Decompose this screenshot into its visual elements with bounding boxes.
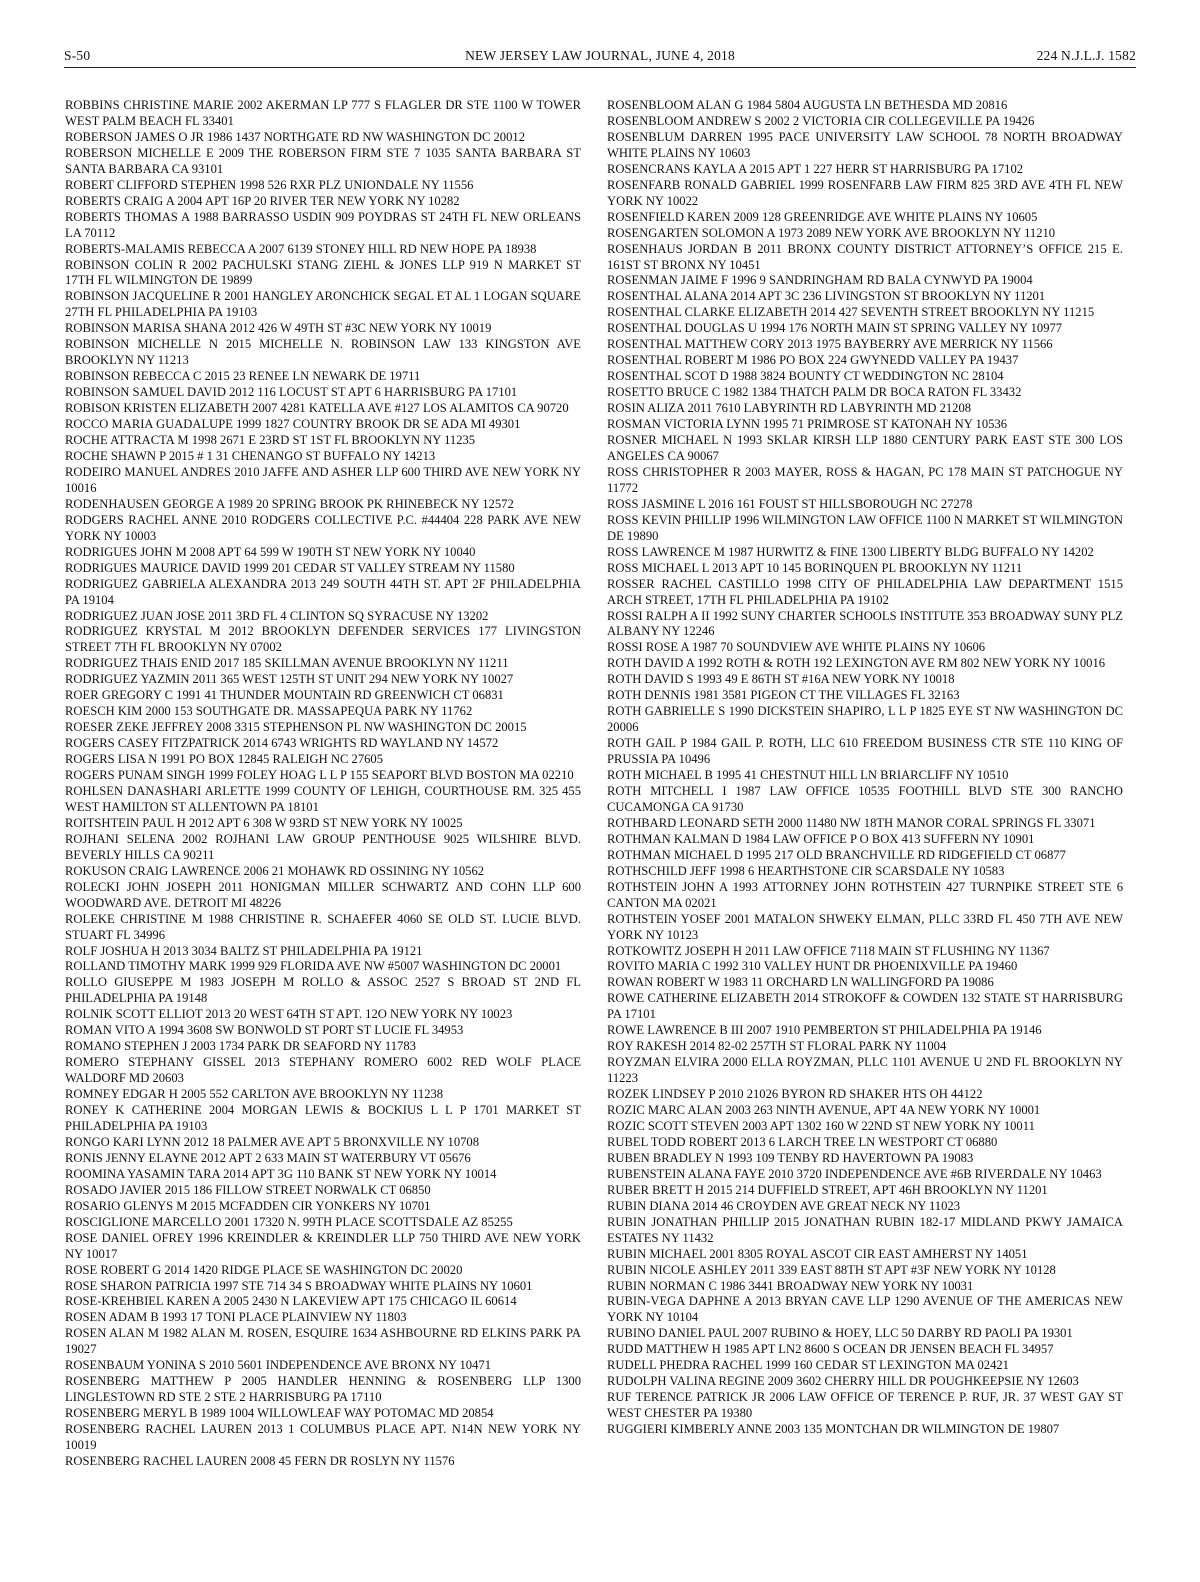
left-column (65, 98, 581, 1470)
attorney-entry: RODRIGUEZ YAZMIN 2011 365 WEST 125TH ST UNIT 294 NEW YORK NY 10027 (65, 672, 514, 687)
attorney-entry: ROSENBERG MERYL B 1989 1004 WILLOWLEAF WAY POTOMAC MD 20854 (65, 1406, 494, 1421)
attorney-entry: RONEY K CATHERINE 2004 MORGAN LEWIS & BOCKIUS L L P 1701 MARKET ST PHILADELPHIA PA 19103 (65, 1103, 581, 1133)
attorney-entry: ROTH DAVID A 1992 ROTH & ROTH 192 LEXINGTON AVE RM 802 NEW YORK NY 10016 (607, 656, 1106, 671)
attorney-entry: ROBINSON JACQUELINE R 2001 HANGLEY ARONCHICK SEGAL ET AL 1 LOGAN SQUARE 27TH FL PHILADELPHIA PA 19103 (65, 289, 581, 320)
attorney-entry: RUBIN-VEGA DAPHNE A 2013 BRYAN CAVE LLP 1290 AVENUE OF THE AMERICAS NEW YORK NY 10104 (607, 1294, 1123, 1325)
attorney-entry: ROSENTHAL ROBERT M 1986 PO BOX 224 GWYNEDD VALLEY PA 19437 (607, 353, 1019, 368)
attorney-entry: ROSMAN VICTORIA LYNN 1995 71 PRIMROSE ST KATONAH NY 10536 (607, 417, 1008, 432)
attorney-entry: ROTHSTEIN JOHN A 1993 ATTORNEY JOHN ROTHSTEIN 427 TURNPIKE STREET STE 6 CANTON MA 02021 (607, 879, 1123, 910)
attorney-entry: ROMNEY EDGAR H 2005 552 CARLTON AVE BROOKLYN NY 11238 (65, 1087, 444, 1102)
attorney-entry: ROSE ROBERT G 2014 1420 RIDGE PLACE SE WASHINGTON DC 20020 (65, 1262, 463, 1277)
attorney-entry: RUBIN NORMAN C 1986 3441 BROADWAY NEW YORK NY 10031 (607, 1278, 974, 1293)
attorney-entry: RUBINO DANIEL PAUL 2007 RUBINO & HOEY, LLC 50 DARBY RD PAOLI PA 19301 (607, 1326, 1073, 1341)
attorney-entry: RODRIGUES JOHN M 2008 APT 64 599 W 190TH ST NEW YORK NY 10040 (65, 544, 476, 559)
attorney-entry: ROER GREGORY C 1991 41 THUNDER MOUNTAIN RD GREENWICH CT 06831 (65, 688, 504, 703)
attorney-entry: ROKUSON CRAIG LAWRENCE 2006 21 MOHAWK RD OSSINING NY 10562 (65, 863, 485, 878)
attorney-entry: ROTHBARD LEONARD SETH 2000 11480 NW 18TH MANOR CORAL SPRINGS FL 33071 (607, 815, 1096, 830)
citation: 224 N.J.L.J. 1582 (1036, 48, 1136, 63)
attorney-entry: ROMERO STEPHANY GISSEL 2013 STEPHANY ROMERO 6002 RED WOLF PLACE WALDORF MD 20603 (65, 1055, 581, 1086)
attorney-entry: ROYZMAN ELVIRA 2000 ELLA ROYZMAN, PLLC 1101 AVENUE U 2ND FL BROOKLYN NY 11223 (607, 1055, 1123, 1086)
attorney-entry: ROZIC SCOTT STEVEN 2003 APT 1302 160 W 22ND ST NEW YORK NY 10011 (607, 1119, 1035, 1133)
attorney-entry: ROSADO JAVIER 2015 186 FILLOW STREET NORWALK CT 06850 (65, 1182, 431, 1197)
attorney-entry: ROBBINS CHRISTINE MARIE 2002 AKERMAN LP 777 S FLAGLER DR STE 1100 W TOWER WEST PALM BEACH FL 33401 (65, 98, 581, 128)
attorney-entry: RUBENSTEIN ALANA FAYE 2010 3720 INDEPENDENCE AVE #6B RIVERDALE NY 10463 (607, 1166, 1102, 1181)
attorney-entry: ROTH MICHAEL B 1995 41 CHESTNUT HILL LN BRIARCLIFF NY 10510 (607, 768, 1009, 783)
attorney-entry: ROSENBLOOM ANDREW S 2002 2 VICTORIA CIR COLLEGEVILLE PA 19426 (607, 113, 1035, 128)
attorney-entry: ROESCH KIM 2000 153 SOUTHGATE DR. MASSAPEQUA PARK NY 11762 (65, 704, 473, 719)
attorney-entry: ROTH GABRIELLE S 1990 DICKSTEIN SHAPIRO, L L P 1825 EYE ST NW WASHINGTON DC 20006 (607, 704, 1123, 735)
attorney-entry: ROSENBAUM YONINA S 2010 5601 INDEPENDENCE AVE BRONX NY 10471 (65, 1358, 491, 1373)
attorney-entry: ROBINSON MARISA SHANA 2012 426 W 49TH ST #3C NEW YORK NY 10019 (65, 321, 492, 336)
attorney-entry: ROCCO MARIA GUADALUPE 1999 1827 COUNTRY BROOK DR SE ADA MI 49301 (65, 417, 521, 432)
attorney-entry: ROSS JASMINE L 2016 161 FOUST ST HILLSBOROUGH NC 27278 (607, 496, 973, 511)
attorney-entry: ROSENBERG RACHEL LAUREN 2008 45 FERN DR ROSLYN NY 11576 (65, 1454, 455, 1469)
attorney-entry: ROSSI RALPH A II 1992 SUNY CHARTER SCHOOLS INSTITUTE 353 BROADWAY SUNY PLZ ALBANY NY 12246 (607, 608, 1123, 639)
attorney-entry: RUBIN JONATHAN PHILLIP 2015 JONATHAN RUBIN 182-17 MIDLAND PKWY JAMAICA ESTATES NY 11432 (607, 1214, 1123, 1245)
attorney-entry: ROSENTHAL DOUGLAS U 1994 176 NORTH MAIN ST SPRING VALLEY NY 10977 (607, 321, 1063, 336)
attorney-entry: RUBEL TODD ROBERT 2013 6 LARCH TREE LN WESTPORT CT 06880 (607, 1134, 998, 1149)
attorney-entry: ROBINSON COLIN R 2002 PACHULSKI STANG ZIEHL & JONES LLP 919 N MARKET ST 17TH FL WILMINGTON DE 19899 (65, 257, 581, 288)
attorney-entry: RODRIGUEZ JUAN JOSE 2011 3RD FL 4 CLINTON SQ SYRACUSE NY 13202 (65, 608, 489, 623)
attorney-entry: RODRIGUEZ GABRIELA ALEXANDRA 2013 249 SOUTH 44TH ST. APT 2F PHILADELPHIA PA 19104 (65, 576, 581, 607)
attorney-entry: ROSENTHAL CLARKE ELIZABETH 2014 427 SEVENTH STREET BROOKLYN NY 11215 (607, 305, 1095, 320)
attorney-entry: ROSS LAWRENCE M 1987 HURWITZ & FINE 1300 LIBERTY BLDG BUFFALO NY 14202 (607, 544, 1094, 559)
attorney-entry: ROSARIO GLENYS M 2015 MCFADDEN CIR YONKERS NY 10701 (65, 1198, 431, 1213)
attorney-entry: ROSETTO BRUCE C 1982 1384 THATCH PALM DR BOCA RATON FL 33432 (607, 385, 1022, 400)
attorney-entry: ROTKOWITZ JOSEPH H 2011 LAW OFFICE 7118 MAIN ST FLUSHING NY 11367 (607, 943, 1050, 958)
attorney-entry: ROBERSON JAMES O JR 1986 1437 NORTHGATE RD NW WASHINGTON DC 20012 (65, 129, 525, 144)
attorney-entry: ROSE SHARON PATRICIA 1997 STE 714 34 S BROADWAY WHITE PLAINS NY 10601 (65, 1278, 533, 1293)
attorney-entry: ROSSI ROSE A 1987 70 SOUNDVIEW AVE WHITE PLAINS NY 10606 (607, 640, 986, 655)
attorney-entry: RUGGIERI KIMBERLY ANNE 2003 135 MONTCHAN DR WILMINGTON DE 19807 (607, 1422, 1060, 1437)
attorney-entry: ROCHE SHAWN P 2015 # 1 31 CHENANGO ST BUFFALO NY 14213 (65, 448, 436, 463)
attorney-entry: ROBINSON REBECCA C 2015 23 RENEE LN NEWARK DE 19711 (65, 369, 421, 384)
attorney-entry: ROBISON KRISTEN ELIZABETH 2007 4281 KATELLA AVE #127 LOS ALAMITOS CA 90720 (65, 401, 569, 416)
attorney-entry: ROTH GAIL P 1984 GAIL P. ROTH, LLC 610 FREEDOM BUSINESS CTR STE 110 KING OF PRUSSIA PA 10496 (607, 736, 1123, 767)
attorney-entry: ROSENMAN JAIME F 1996 9 SANDRINGHAM RD BALA CYNWYD PA 19004 (607, 273, 1033, 288)
attorney-entry: ROBINSON MICHELLE N 2015 MICHELLE N. ROBINSON LAW 133 KINGSTON AVE BROOKLYN NY 11213 (65, 337, 581, 368)
attorney-entry: ROGERS LISA N 1991 PO BOX 12845 RALEIGH NC 27605 (65, 752, 384, 767)
attorney-entry: ROTHMAN MICHAEL D 1995 217 OLD BRANCHVILLE RD RIDGEFIELD CT 06877 (607, 847, 1066, 862)
attorney-entry: ROSENFARB RONALD GABRIEL 1999 ROSENFARB LAW FIRM 825 3RD AVE 4TH FL NEW YORK NY 10022 (607, 177, 1123, 208)
attorney-entry: RUDD MATTHEW H 1985 APT LN2 8600 S OCEAN DR JENSEN BEACH FL 34957 (607, 1342, 1054, 1357)
attorney-entry: ROTH DENNIS 1981 3581 PIGEON CT THE VILLAGES FL 32163 (607, 688, 960, 703)
attorney-entry: ROHLSEN DANASHARI ARLETTE 1999 COUNTY OF LEHIGH, COURTHOUSE RM. 325 455 WEST HAMILTON ST ALLENTOWN PA 18101 (65, 783, 581, 814)
attorney-entry: ROMAN VITO A 1994 3608 SW BONWOLD ST PORT ST LUCIE FL 34953 (65, 1023, 464, 1038)
attorney-entry: ROWE CATHERINE ELIZABETH 2014 STROKOFF & COWDEN 132 STATE ST HARRISBURG PA 17101 (607, 991, 1123, 1022)
attorney-entry: ROGERS CASEY FITZPATRICK 2014 6743 WRIGHTS RD WAYLAND NY 14572 (65, 736, 499, 751)
attorney-entry: ROZEK LINDSEY P 2010 21026 BYRON RD SHAKER HTS OH 44122 (607, 1087, 983, 1102)
attorney-entry: ROSENFIELD KAREN 2009 128 GREENRIDGE AVE WHITE PLAINS NY 10605 (607, 209, 1038, 224)
attorney-entry: RUBIN DIANA 2014 46 CROYDEN AVE GREAT NECK NY 11023 (607, 1198, 960, 1213)
attorney-entry: ROSCIGLIONE MARCELLO 2001 17320 N. 99TH PLACE SCOTTSDALE AZ 85255 (65, 1214, 513, 1229)
attorney-entry: ROLEKE CHRISTINE M 1988 CHRISTINE R. SCHAEFER 4060 SE OLD ST. LUCIE BLVD. STUART FL 34996 (65, 911, 581, 942)
attorney-entry: ROSNER MICHAEL N 1993 SKLAR KIRSH LLP 1880 CENTURY PARK EAST STE 300 LOS ANGELES CA 90067 (607, 433, 1123, 463)
attorney-entry: RUBER BRETT H 2015 214 DUFFIELD STREET, APT 46H BROOKLYN NY 11201 (607, 1182, 1048, 1197)
attorney-entry: RONGO KARI LYNN 2012 18 PALMER AVE APT 5 BRONXVILLE NY 10708 (65, 1134, 480, 1149)
attorney-entry: ROSS CHRISTOPHER R 2003 MAYER, ROSS & HAGAN, PC 178 MAIN ST PATCHOGUE NY 11772 (607, 464, 1123, 495)
attorney-entry: ROSENGARTEN SOLOMON A 1973 2089 NEW YORK AVE BROOKLYN NY 11210 (607, 225, 1056, 240)
attorney-entry: RUF TERENCE PATRICK JR 2006 LAW OFFICE OF TERENCE P. RUF, JR. 37 WEST GAY ST WEST CHESTER PA 19380 (607, 1390, 1123, 1421)
attorney-entry: ROLECKI JOHN JOSEPH 2011 HONIGMAN MILLER SCHWARTZ AND COHN LLP 600 WOODWARD AVE. DETROIT MI 48226 (65, 879, 581, 910)
attorney-entry: ROSENCRANS KAYLA A 2015 APT 1 227 HERR ST HARRISBURG PA 17102 (607, 161, 1024, 176)
attorney-entry: ROWAN ROBERT W 1983 11 ORCHARD LN WALLINGFORD PA 19086 (607, 975, 994, 990)
attorney-entry: ROSENHAUS JORDAN B 2011 BRONX COUNTY DISTRICT ATTORNEY’S OFFICE 215 E. 161ST ST BRONX NY 10451 (607, 241, 1123, 272)
attorney-entry: RONIS JENNY ELAYNE 2012 APT 2 633 MAIN ST WATERBURY VT 05676 (65, 1150, 471, 1165)
attorney-entry: ROSENTHAL SCOT D 1988 3824 BOUNTY CT WEDDINGTON NC 28104 (607, 369, 1004, 384)
right-column (607, 98, 1123, 1438)
attorney-entry: ROBERTS THOMAS A 1988 BARRASSO USDIN 909 POYDRAS ST 24TH FL NEW ORLEANS LA 70112 (65, 209, 581, 240)
attorney-entry: ROTH DAVID S 1993 49 E 86TH ST #16A NEW YORK NY 10018 (607, 672, 955, 687)
attorney-entry: ROWE LAWRENCE B III 2007 1910 PEMBERTON ST PHILADELPHIA PA 19146 (607, 1023, 1042, 1038)
attorney-entry: ROZIC MARC ALAN 2003 263 NINTH AVENUE, APT 4A NEW YORK NY 10001 (607, 1103, 1041, 1118)
publication-title: NEW JERSEY LAW JOURNAL, JUNE 4, 2018 (465, 48, 735, 63)
attorney-entry: ROSE DANIEL OFREY 1996 KREINDLER & KREINDLER LLP 750 THIRD AVE NEW YORK NY 10017 (65, 1230, 581, 1261)
attorney-entry: ROSE-KREHBIEL KAREN A 2005 2430 N LAKEVIEW APT 175 CHICAGO IL 60614 (65, 1294, 517, 1309)
attorney-entry: RUBIN NICOLE ASHLEY 2011 339 EAST 88TH ST APT #3F NEW YORK NY 10128 (607, 1262, 1056, 1277)
attorney-entry: RODEIRO MANUEL ANDRES 2010 JAFFE AND ASHER LLP 600 THIRD AVE NEW YORK NY 10016 (65, 464, 581, 495)
attorney-entry: ROCHE ATTRACTA M 1998 2671 E 23RD ST 1ST FL BROOKLYN NY 11235 (65, 433, 476, 448)
attorney-entry: RODENHAUSEN GEORGE A 1989 20 SPRING BROOK PK RHINEBECK NY 12572 (65, 496, 514, 511)
attorney-entry: ROSS KEVIN PHILLIP 1996 WILMINGTON LAW OFFICE 1100 N MARKET ST WILMINGTON DE 19890 (607, 512, 1123, 543)
attorney-entry: ROOMINA YASAMIN TARA 2014 APT 3G 110 BANK ST NEW YORK NY 10014 (65, 1166, 497, 1181)
attorney-entry: ROSENBERG RACHEL LAUREN 2013 1 COLUMBUS PLACE APT. N14N NEW YORK NY 10019 (65, 1422, 581, 1453)
attorney-entry: ROSIN ALIZA 2011 7610 LABYRINTH RD LABYRINTH MD 21208 (607, 401, 972, 416)
attorney-entry: RUDELL PHEDRA RACHEL 1999 160 CEDAR ST LEXINGTON MA 02421 (607, 1358, 1009, 1373)
attorney-entry: ROVITO MARIA C 1992 310 VALLEY HUNT DR PHOENIXVILLE PA 19460 (607, 959, 1018, 974)
attorney-entry: ROBERSON MICHELLE E 2009 THE ROBERSON FIRM STE 7 1035 SANTA BARBARA ST SANTA BARBARA CA 93101 (65, 145, 581, 176)
attorney-entry: ROBINSON SAMUEL DAVID 2012 116 LOCUST ST APT 6 HARRISBURG PA 17101 (65, 385, 518, 400)
attorney-entry: RUBEN BRADLEY N 1993 109 TENBY RD HAVERTOWN PA 19083 (607, 1150, 974, 1165)
attorney-entry: RUDOLPH VALINA REGINE 2009 3602 CHERRY HILL DR POUGHKEEPSIE NY 12603 (607, 1374, 1079, 1389)
attorney-entry: ROITSHTEIN PAUL H 2012 APT 6 308 W 93RD ST NEW YORK NY 10025 (65, 815, 463, 830)
attorney-entry: RODRIGUES MAURICE DAVID 1999 201 CEDAR ST VALLEY STREAM NY 11580 (65, 560, 515, 575)
attorney-entry: ROTHMAN KALMAN D 1984 LAW OFFICE P O BOX 413 SUFFERN NY 10901 (607, 831, 1035, 846)
attorney-entry: ROSENBERG MATTHEW P 2005 HANDLER HENNING & ROSENBERG LLP 1300 LINGLESTOWN RD STE 2 STE 2 HARRISBURG PA 17110 (65, 1374, 581, 1405)
attorney-entry: ROBERTS-MALAMIS REBECCA A 2007 6139 STONEY HILL RD NEW HOPE PA 18938 (65, 241, 537, 256)
attorney-entry: RODRIGUEZ THAIS ENID 2017 185 SKILLMAN AVENUE BROOKLYN NY 11211 (65, 656, 509, 671)
attorney-entry: ROY RAKESH 2014 82-02 257TH ST FLORAL PARK NY 11004 (607, 1039, 947, 1054)
attorney-entry: ROTHSTEIN YOSEF 2001 MATALON SHWEKY ELMAN, PLLC 33RD FL 450 7TH AVE NEW YORK NY 10123 (607, 911, 1123, 942)
attorney-entry: ROJHANI SELENA 2002 ROJHANI LAW GROUP PENTHOUSE 9025 WILSHIRE BLVD. BEVERLY HILLS CA 90211 (65, 831, 581, 862)
attorney-entry: ROBERT CLIFFORD STEPHEN 1998 526 RXR PLZ UNIONDALE NY 11556 (65, 177, 474, 192)
attorney-entry: ROBERTS CRAIG A 2004 APT 16P 20 RIVER TER NEW YORK NY 10282 (65, 193, 460, 208)
attorney-entry: ROSENBLOOM ALAN G 1984 5804 AUGUSTA LN BETHESDA MD 20816 (607, 98, 1008, 112)
attorney-entry: ROESER ZEKE JEFFREY 2008 3315 STEPHENSON PL NW WASHINGTON DC 20015 (65, 720, 527, 735)
header-rule (64, 67, 1136, 68)
attorney-entry: ROMANO STEPHEN J 2003 1734 PARK DR SEAFORD NY 11783 (65, 1039, 416, 1054)
attorney-entry: ROGERS PUNAM SINGH 1999 FOLEY HOAG L L P 155 SEAPORT BLVD BOSTON MA 02210 (65, 768, 574, 783)
attorney-entry: ROSEN ADAM B 1993 17 TONI PLACE PLAINVIEW NY 11803 (65, 1310, 407, 1325)
attorney-entry: ROSENTHAL ALANA 2014 APT 3C 236 LIVINGSTON ST BROOKLYN NY 11201 (607, 289, 1046, 304)
attorney-entry: RUBIN MICHAEL 2001 8305 ROYAL ASCOT CIR EAST AMHERST NY 14051 (607, 1246, 1028, 1261)
attorney-entry: ROLF JOSHUA H 2013 3034 BALTZ ST PHILADELPHIA PA 19121 (65, 943, 423, 958)
page-number: S-50 (64, 48, 91, 63)
attorney-entry: ROSS MICHAEL L 2013 APT 10 145 BORINQUEN PL BROOKLYN NY 11211 (607, 560, 1023, 575)
attorney-entry: ROLNIK SCOTT ELLIOT 2013 20 WEST 64TH ST APT. 12O NEW YORK NY 10023 (65, 1007, 513, 1022)
attorney-entry: ROSENTHAL MATTHEW CORY 2013 1975 BAYBERRY AVE MERRICK NY 11566 (607, 337, 1053, 352)
attorney-entry: RODGERS RACHEL ANNE 2010 RODGERS COLLECTIVE P.C. #44404 228 PARK AVE NEW YORK NY 10003 (65, 512, 581, 543)
attorney-entry: ROTHSCHILD JEFF 1998 6 HEARTHSTONE CIR SCARSDALE NY 10583 (607, 863, 1005, 878)
attorney-entry: ROSENBLUM DARREN 1995 PACE UNIVERSITY LAW SCHOOL 78 NORTH BROADWAY WHITE PLAINS NY 10603 (607, 129, 1123, 160)
attorney-entry: ROTH MITCHELL I 1987 LAW OFFICE 10535 FOOTHILL BLVD STE 300 RANCHO CUCAMONGA CA 91730 (607, 783, 1123, 814)
attorney-entry: ROLLO GIUSEPPE M 1983 JOSEPH M ROLLO & ASSOC 2527 S BROAD ST 2ND FL PHILADELPHIA PA 19148 (65, 975, 581, 1006)
attorney-entry: ROLLAND TIMOTHY MARK 1999 929 FLORIDA AVE NW #5007 WASHINGTON DC 20001 (65, 959, 562, 974)
page-header (64, 48, 1136, 68)
attorney-entry: RODRIGUEZ KRYSTAL M 2012 BROOKLYN DEFENDER SERVICES 177 LIVINGSTON STREET 7TH FL BROOKLYN NY 07002 (65, 624, 581, 655)
attorney-entry: ROSEN ALAN M 1982 ALAN M. ROSEN, ESQUIRE 1634 ASHBOURNE RD ELKINS PARK PA 19027 (65, 1326, 581, 1357)
attorney-entry: ROSSER RACHEL CASTILLO 1998 CITY OF PHILADELPHIA LAW DEPARTMENT 1515 ARCH STREET, 17TH FL PHILADELPHIA PA 19102 (607, 576, 1123, 607)
